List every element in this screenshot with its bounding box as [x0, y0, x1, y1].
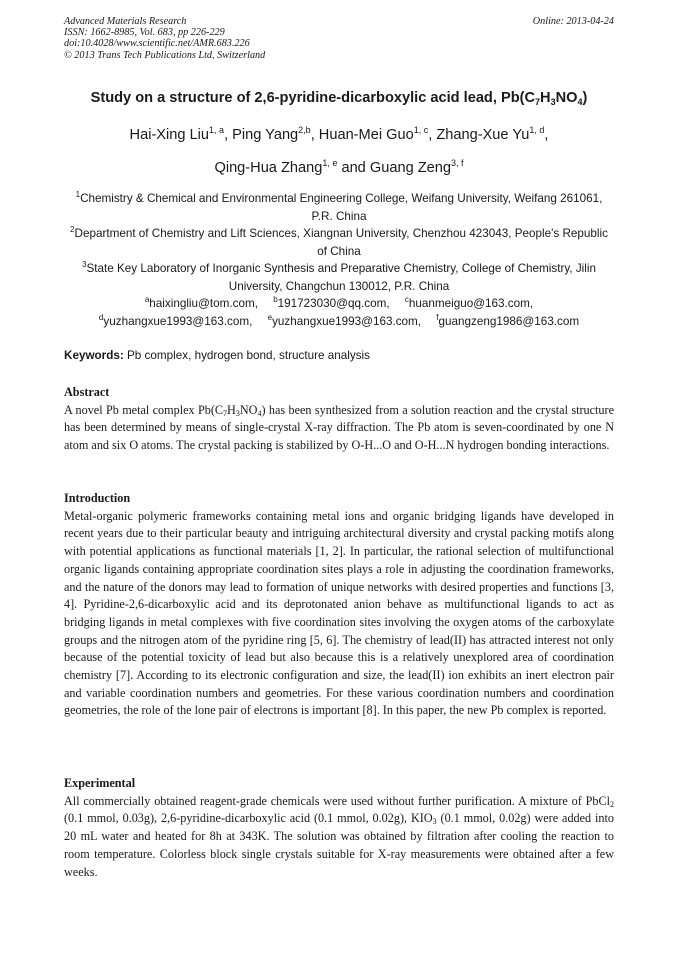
email-marker: d [98, 312, 104, 322]
author-affil-marker: 1, a [209, 125, 225, 135]
email-address[interactable]: yuzhangxue1993@163.com, [272, 314, 422, 328]
copyright-line: © 2013 Trans Tech Publications Ltd, Switzerland [64, 49, 266, 61]
email-item[interactable] [98, 312, 253, 328]
experimental-text: (0.1 mmol, 0.02g) were added into 20 mL water and heated for 8h at 343K. The solution was obtained by filtration after cooling the reaction to room temperature. Colorless block single crystals suitable for X-ray measurements were obtained after a few weeks. [64, 811, 614, 879]
email-item[interactable] [436, 312, 580, 328]
author-name: Zhang-Xue Yu [436, 127, 530, 143]
email-item[interactable] [267, 312, 422, 328]
abstract-section [64, 384, 614, 455]
abstract-text: NO [239, 402, 258, 417]
author-name: Hai-Xing Liu [129, 127, 210, 143]
keywords-label: Keywords: [64, 349, 124, 362]
affiliation-item [64, 225, 614, 260]
experimental-body [64, 793, 614, 882]
email-list [64, 295, 614, 330]
affiliation-text: State Key Laboratory of Inorganic Synthesis and Preparative Chemistry, College of Chemistry, Jilin University, Changchun 130012, P.R. China [86, 262, 596, 293]
introduction-body: Metal-organic polymeric frameworks containing metal ions and organic bridging ligands have developed in recent years due to their particular beauty and intriguing architectural diversity and crystal packing motifs along with potential applications as functional materials [1, 2]. In particular, the rational selection of multifunctional organic ligands containing appropriate coordination sites plays a role in adjusting the coordination frameworks, and the nature of the donors may lead to formation of unique networks with desired properties and functions [3, 4]. Pyridine-2,6-dicarboxylic acid and its deprotonated anion behave as multifunctional ligands to act as bridging ligands in metal complexes with five coordination sites involving the oxygen atoms of the carboxylate groups and the nitrogen atom of the pyridine ring [5, 6]. The chemistry of lead(II) has attracted interest not only because of the potential toxicity of lead but also because this is a relatively unexplored area of coordination chemistry [7]. According to its electronic configuration and size, the lead(II) ion exhibits an inert electron pair and variable coordination numbers and geometries. For these various coordination numbers and coordination geometries, the role of the lone pair of electrons is important [8]. In this paper, the new Pb complex is reported. [64, 508, 614, 718]
formula-subscript: 2 [610, 799, 614, 809]
author-name: Qing-Hua Zhang [214, 160, 323, 176]
email-marker: a [144, 295, 150, 304]
abstract-text: ) has been synthesized from a solution reaction and the crystal structure has been determined by means of single-crystal X-ray diffraction. The Pb atom is seven-coordinated by one N atom and six O atoms. The crystal packing is stabilized by O-H...O and O-H...N hydrogen bonding interactions. [64, 402, 614, 453]
email-marker: f [436, 312, 439, 322]
title-subscript: 3 [550, 97, 556, 107]
title-subscript: 7 [535, 97, 541, 107]
author-name: Ping Yang [232, 127, 299, 143]
formula-subscript: 7 [223, 408, 228, 418]
affiliation-item [64, 190, 614, 225]
experimental-section [64, 775, 614, 881]
email-address[interactable]: haixingliu@tom.com, [149, 297, 258, 310]
affiliations [64, 190, 614, 296]
abstract-heading: Abstract [64, 385, 110, 399]
experimental-text: All commercially obtained reagent-grade chemicals were used without further purification. A mixture of PbCl [64, 793, 610, 808]
author-line-1: Hai-Xing Liu$^{1, a}$, Ping Yang$^{2,b}$, Huan-Mei Guo$^{1, c}$, Zhang-Xue Yu$^{1, d}$, [129, 125, 549, 143]
experimental-text: (0.1 mmol, 0.03g), 2,6-pyridine-dicarboxylic acid (0.1 mmol, 0.02g), KIO [64, 811, 433, 826]
email-address[interactable]: yuzhangxue1993@163.com, [103, 314, 253, 328]
introduction-heading: Introduction [64, 491, 131, 505]
affiliation-text: Chemistry & Chemical and Environmental Engineering College, Weifang University, Weifang 261061, P.R. China [80, 192, 603, 223]
journal-header [64, 16, 614, 61]
affiliation-text: Department of Chemistry and Lift Sciences, Xiangnan University, Chenzhou 423043, People's Republic of China [74, 227, 608, 258]
abstract-text: A novel Pb metal complex Pb(C [64, 402, 224, 417]
affiliation-item [64, 260, 614, 295]
author-affil-marker: 1, d [529, 125, 545, 135]
email-item[interactable] [405, 297, 533, 310]
author-line-2 [20, 160, 658, 176]
online-date: Online: 2013-04-24 [532, 16, 614, 27]
formula-subscript: 3 [235, 408, 240, 418]
introduction-section [64, 490, 614, 720]
email-address[interactable]: guangzeng1986@163.com [438, 314, 580, 328]
formula-subscript: 4 [257, 408, 262, 418]
abstract-body [64, 402, 614, 455]
journal-name: Advanced Materials Research [64, 16, 187, 27]
formula-subscript: 3 [432, 817, 437, 827]
title-text: H [540, 90, 551, 106]
keywords [64, 349, 614, 362]
issn-line: ISSN: 1662-8985, Vol. 683, pp 226-229 [64, 27, 225, 39]
email-item[interactable] [145, 297, 258, 310]
title-text: NO [555, 90, 578, 106]
affiliation-number: 3 [82, 260, 87, 270]
experimental-heading: Experimental [64, 776, 136, 790]
doi-line[interactable]: doi:10.4028/www.scientific.net/AMR.683.226 [64, 38, 250, 50]
title-text: Study on a structure of 2,6-pyridine-dicarboxylic acid lead, Pb(C [90, 90, 536, 106]
author-name: Huan-Mei Guo [318, 127, 414, 143]
author-affil-marker: 1, e [322, 158, 338, 168]
email-item[interactable] [273, 297, 389, 310]
email-address[interactable]: 191723030@qq.com, [277, 297, 390, 310]
author-affil-marker: 2,b [298, 125, 311, 135]
email-address[interactable]: huanmeiguo@163.com, [408, 297, 534, 310]
author-and: and [341, 160, 366, 176]
author-name: Guang Zeng [369, 160, 452, 176]
title-subscript: 4 [577, 97, 583, 107]
email-marker: b [273, 295, 278, 304]
abstract-text: H [227, 402, 236, 417]
paper-title [20, 90, 658, 106]
title-text: ) [582, 90, 588, 106]
email-marker: c [404, 295, 409, 304]
author-affil-marker: 1, c [413, 125, 429, 135]
affiliation-number: 2 [70, 225, 75, 235]
affiliation-number: 1 [75, 190, 81, 199]
author-affil-marker: 3, f [451, 158, 464, 168]
email-marker: e [267, 312, 273, 322]
keywords-text: Pb complex, hydrogen bond, structure analysis [127, 349, 370, 362]
